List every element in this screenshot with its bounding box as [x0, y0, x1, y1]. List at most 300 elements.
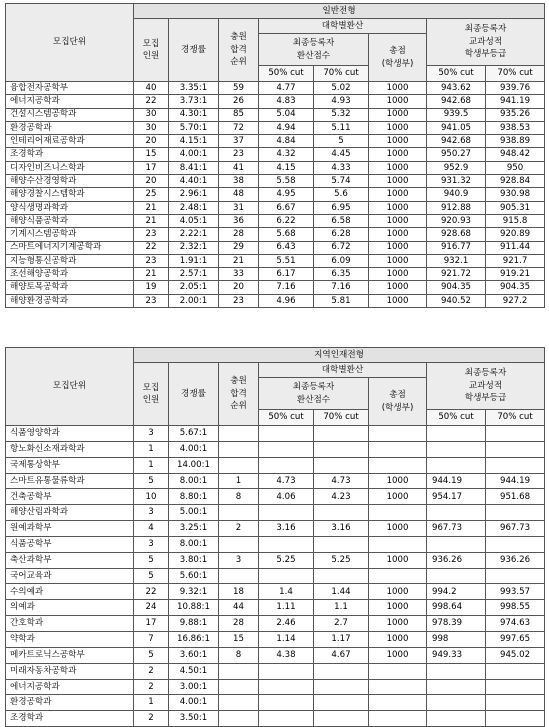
score70-cell: 5.32: [314, 108, 369, 121]
grade50-cell: 912.88: [427, 201, 486, 214]
grade50-cell: [427, 426, 486, 442]
quota-cell: 40: [134, 82, 169, 95]
quota-cell: 24: [134, 600, 169, 616]
dept-cell: 항노화신소재과학과: [6, 441, 134, 457]
table-row: [6, 95, 545, 108]
total-cell: 1000: [369, 241, 427, 254]
grade50-cell: 954.17: [427, 489, 486, 505]
grade50-cell: 994.2: [427, 584, 486, 600]
total-cell: 1000: [369, 175, 427, 188]
dept-cell: 국제통상학부: [6, 457, 134, 473]
score50-cell: [259, 426, 314, 442]
dept-cell: 에너지공학과: [6, 95, 134, 108]
quota-cell: 10: [134, 489, 169, 505]
score70-cell: 4.33: [314, 161, 369, 174]
score70-cell: 5.81: [314, 294, 369, 307]
cut70-header: 70% cut: [486, 410, 545, 426]
score70-cell: [314, 536, 369, 552]
ratio-cell: 4.00:1: [169, 148, 219, 161]
cut70-header: 70% cut: [486, 66, 545, 82]
score50-cell: 6.22: [259, 214, 314, 227]
quota-cell: 3: [134, 505, 169, 521]
grade50-cell: 943.62: [427, 82, 486, 95]
quota-cell: 3: [134, 536, 169, 552]
table-row: [6, 552, 545, 568]
dept-cell: 국어교육과: [6, 568, 134, 584]
ratio-cell: 3.73:1: [169, 95, 219, 108]
ratio-cell: 4.00:1: [169, 441, 219, 457]
score70-cell: [314, 426, 369, 442]
rank-cell: 33: [219, 268, 259, 281]
quota-cell: 17: [134, 616, 169, 632]
ratio-header: 경쟁률: [169, 19, 219, 82]
total-cell: 1000: [369, 201, 427, 214]
total-cell: 1000: [369, 214, 427, 227]
rank-cell: 31: [219, 201, 259, 214]
table-row: [6, 616, 545, 632]
dept-cell: 간호학과: [6, 616, 134, 632]
score70-cell: 5.11: [314, 121, 369, 134]
grade50-cell: [427, 568, 486, 584]
grade50-cell: 998: [427, 631, 486, 647]
grade50-cell: 916.77: [427, 241, 486, 254]
total-cell: 1000: [369, 552, 427, 568]
score70-cell: [314, 505, 369, 521]
score70-cell: 4.93: [314, 95, 369, 108]
grade50-cell: 940.9: [427, 188, 486, 201]
quota-cell: 4: [134, 521, 169, 537]
score70-cell: [314, 679, 369, 695]
table-row: [6, 281, 545, 294]
ratio-cell: 16.86:1: [169, 631, 219, 647]
ratio-cell: 2.32:1: [169, 241, 219, 254]
table-row: [6, 241, 545, 254]
total-cell: 1000: [369, 188, 427, 201]
grade70-cell: 974.63: [486, 616, 545, 632]
dept-cell: 식품영양학과: [6, 426, 134, 442]
table-row: [6, 663, 545, 679]
ratio-cell: 3.25:1: [169, 521, 219, 537]
grade70-cell: 915.8: [486, 214, 545, 227]
score70-cell: 1.44: [314, 584, 369, 600]
grade70-cell: 927.2: [486, 294, 545, 307]
final-reg-score-header: 최종등록자 환산점수: [259, 378, 369, 410]
ratio-header: 경쟁률: [169, 363, 219, 426]
score50-cell: 4.84: [259, 135, 314, 148]
grade70-cell: 930.98: [486, 188, 545, 201]
dept-cell: 양식생명과학과: [6, 201, 134, 214]
ratio-cell: 3.60:1: [169, 647, 219, 663]
score70-cell: [314, 711, 369, 727]
quota-cell: 5: [134, 568, 169, 584]
score70-cell: 6.95: [314, 201, 369, 214]
quota-cell: 1: [134, 457, 169, 473]
grade50-cell: 940.52: [427, 294, 486, 307]
grade70-cell: [486, 679, 545, 695]
table-row: [6, 695, 545, 711]
grade70-cell: 939.76: [486, 82, 545, 95]
table-row: [6, 600, 545, 616]
score50-cell: 1.11: [259, 600, 314, 616]
dept-cell: 조선해양공학과: [6, 268, 134, 281]
quota-cell: 23: [134, 228, 169, 241]
cut50-header: 50% cut: [259, 410, 314, 426]
quota-cell: 21: [134, 268, 169, 281]
grade70-cell: 950: [486, 161, 545, 174]
score50-cell: [259, 457, 314, 473]
score70-cell: 4.67: [314, 647, 369, 663]
total-cell: 1000: [369, 121, 427, 134]
quota-cell: 22: [134, 241, 169, 254]
grade70-cell: 904.35: [486, 281, 545, 294]
score50-cell: 4.38: [259, 647, 314, 663]
dept-cell: 디자인비즈니스학과: [6, 161, 134, 174]
ratio-cell: 9.32:1: [169, 584, 219, 600]
grade50-cell: [427, 536, 486, 552]
grade70-cell: 951.68: [486, 489, 545, 505]
quota-cell: 21: [134, 214, 169, 227]
rank-cell: [219, 663, 259, 679]
rank-header: 충원 합격 순위: [219, 19, 259, 82]
score70-cell: 4.73: [314, 473, 369, 489]
total-cell: 1000: [369, 148, 427, 161]
score70-cell: 5.02: [314, 82, 369, 95]
dept-cell: 식품공학부: [6, 536, 134, 552]
grade50-cell: 931.32: [427, 175, 486, 188]
rank-cell: 85: [219, 108, 259, 121]
grade50-cell: 942.68: [427, 95, 486, 108]
quota-cell: 2: [134, 679, 169, 695]
score70-cell: 3.16: [314, 521, 369, 537]
table-row: [6, 489, 545, 505]
group-title: 일반전형: [134, 4, 545, 19]
table-row: [6, 121, 545, 134]
group-title: 지역인재전형: [134, 348, 545, 363]
rank-cell: [219, 505, 259, 521]
total-cell: 1000: [369, 95, 427, 108]
dept-cell: 약학과: [6, 631, 134, 647]
quota-cell: 22: [134, 95, 169, 108]
ratio-cell: 5.00:1: [169, 505, 219, 521]
grade50-cell: [427, 663, 486, 679]
grade70-cell: 997.65: [486, 631, 545, 647]
dept-cell: 인테리어재료공학과: [6, 135, 134, 148]
score50-cell: 2.46: [259, 616, 314, 632]
score70-cell: 6.58: [314, 214, 369, 227]
table-row: [6, 201, 545, 214]
total-cell: 1000: [369, 294, 427, 307]
table-row: [6, 505, 545, 521]
grade70-cell: 938.53: [486, 121, 545, 134]
final-grade-header: 최종등록자 교과성적 학생부등급: [427, 363, 545, 410]
table-row: [6, 228, 545, 241]
score50-cell: 4.96: [259, 294, 314, 307]
total-cell: 1000: [369, 268, 427, 281]
total-cell: 1000: [369, 584, 427, 600]
table-row: [6, 82, 545, 95]
dept-cell: 해양수산경영학과: [6, 175, 134, 188]
dept-cell: 메카트로닉스공학부: [6, 647, 134, 663]
rank-cell: 28: [219, 228, 259, 241]
score70-cell: [314, 457, 369, 473]
dept-cell: 미래자동차공학과: [6, 663, 134, 679]
total-cell: [369, 663, 427, 679]
score70-cell: 6.72: [314, 241, 369, 254]
grade50-cell: 921.72: [427, 268, 486, 281]
rank-header: 충원 합격 순위: [219, 363, 259, 426]
total-cell: [369, 457, 427, 473]
dept-cell: 환경공학과: [6, 121, 134, 134]
table-row: [6, 161, 545, 174]
grade50-cell: [427, 441, 486, 457]
quota-cell: 2: [134, 663, 169, 679]
table-row: [6, 294, 545, 307]
grade70-cell: 944.19: [486, 473, 545, 489]
quota-cell: 30: [134, 108, 169, 121]
total-cell: 1000: [369, 521, 427, 537]
table-row: [6, 584, 545, 600]
score50-cell: 6.67: [259, 201, 314, 214]
grade50-cell: 950.27: [427, 148, 486, 161]
grade50-cell: 942.68: [427, 135, 486, 148]
score50-cell: 4.94: [259, 121, 314, 134]
rank-cell: 37: [219, 135, 259, 148]
quota-cell: 1: [134, 695, 169, 711]
score70-cell: [314, 441, 369, 457]
ratio-cell: 4.30:1: [169, 108, 219, 121]
grade50-cell: [427, 505, 486, 521]
grade70-cell: 919.21: [486, 268, 545, 281]
grade50-cell: 936.26: [427, 552, 486, 568]
rank-cell: 28: [219, 616, 259, 632]
score50-cell: 5.58: [259, 175, 314, 188]
score50-cell: [259, 568, 314, 584]
grade50-cell: [427, 695, 486, 711]
score70-cell: 2.7: [314, 616, 369, 632]
dept-cell: 환경공학과: [6, 695, 134, 711]
dept-cell: 스마트에너지기계공학과: [6, 241, 134, 254]
cut50-header: 50% cut: [427, 410, 486, 426]
ratio-cell: 4.00:1: [169, 695, 219, 711]
rank-cell: 21: [219, 254, 259, 267]
grade50-cell: 949.33: [427, 647, 486, 663]
quota-cell: 21: [134, 201, 169, 214]
score50-cell: 4.06: [259, 489, 314, 505]
quota-cell: 7: [134, 631, 169, 647]
total-cell: [369, 536, 427, 552]
dept-cell: 해양경찰시스템학과: [6, 188, 134, 201]
grade70-cell: 920.89: [486, 228, 545, 241]
dept-header: 모집단위: [6, 4, 134, 82]
cut70-header: 70% cut: [314, 410, 369, 426]
ratio-cell: 8.41:1: [169, 161, 219, 174]
score50-cell: 4.73: [259, 473, 314, 489]
ratio-cell: 8.80:1: [169, 489, 219, 505]
dept-cell: 융합전자공학부: [6, 82, 134, 95]
total-cell: 1000: [369, 616, 427, 632]
table-row: [6, 711, 545, 727]
dept-header: 모집단위: [6, 348, 134, 426]
dept-cell: 해양환경공학과: [6, 294, 134, 307]
grade50-cell: 932.1: [427, 254, 486, 267]
total-cell: [369, 695, 427, 711]
general-admission-rows: [6, 82, 545, 308]
rank-cell: 8: [219, 647, 259, 663]
final-reg-score-header: 최종등록자 환산점수: [259, 34, 369, 66]
total-cell: 1000: [369, 82, 427, 95]
quota-cell: 23: [134, 294, 169, 307]
grade70-cell: 921.7: [486, 254, 545, 267]
dept-cell: 축산과학부: [6, 552, 134, 568]
table-row: [6, 568, 545, 584]
total-header: 총점 (학생부): [369, 34, 427, 82]
rank-cell: 3: [219, 552, 259, 568]
univ-conversion-header: 대학별환산: [259, 19, 427, 34]
quota-cell: 22: [134, 584, 169, 600]
total-cell: [369, 505, 427, 521]
score50-cell: [259, 679, 314, 695]
grade70-cell: 998.55: [486, 600, 545, 616]
score50-cell: 6.17: [259, 268, 314, 281]
table-row: [6, 426, 545, 442]
grade70-cell: [486, 663, 545, 679]
dept-cell: 해양산림과학과: [6, 505, 134, 521]
grade70-cell: [486, 695, 545, 711]
total-cell: 1000: [369, 631, 427, 647]
table-row: [6, 647, 545, 663]
dept-cell: 기계시스템공학과: [6, 228, 134, 241]
ratio-cell: 4.40:1: [169, 175, 219, 188]
ratio-cell: 3.35:1: [169, 82, 219, 95]
quota-cell: 3: [134, 426, 169, 442]
score70-cell: 1.1: [314, 600, 369, 616]
rank-cell: 59: [219, 82, 259, 95]
grade70-cell: 928.84: [486, 175, 545, 188]
quota-cell: 17: [134, 161, 169, 174]
ratio-cell: 2.00:1: [169, 294, 219, 307]
score70-cell: 5.6: [314, 188, 369, 201]
grade50-cell: [427, 711, 486, 727]
table-row: [6, 441, 545, 457]
general-admission-table: [5, 3, 545, 308]
table-row: [6, 175, 545, 188]
grade50-cell: [427, 457, 486, 473]
rank-cell: 15: [219, 631, 259, 647]
univ-conversion-header: 대학별환산: [259, 363, 427, 378]
ratio-cell: 5.60:1: [169, 568, 219, 584]
grade70-cell: [486, 568, 545, 584]
rank-cell: [219, 457, 259, 473]
rank-cell: [219, 441, 259, 457]
score50-cell: 3.16: [259, 521, 314, 537]
total-cell: 1000: [369, 489, 427, 505]
score50-cell: 6.43: [259, 241, 314, 254]
rank-cell: 36: [219, 214, 259, 227]
rank-cell: [219, 536, 259, 552]
total-cell: 1000: [369, 600, 427, 616]
rank-cell: [219, 568, 259, 584]
score70-cell: [314, 568, 369, 584]
quota-cell: 5: [134, 473, 169, 489]
grade70-cell: 905.31: [486, 201, 545, 214]
rank-cell: 18: [219, 584, 259, 600]
grade50-cell: 920.93: [427, 214, 486, 227]
rank-cell: [219, 679, 259, 695]
grade70-cell: 936.26: [486, 552, 545, 568]
ratio-cell: 2.96:1: [169, 188, 219, 201]
ratio-cell: 2.57:1: [169, 268, 219, 281]
dept-cell: 원예과학부: [6, 521, 134, 537]
rank-cell: 20: [219, 281, 259, 294]
grade50-cell: 944.19: [427, 473, 486, 489]
grade70-cell: [486, 505, 545, 521]
score50-cell: [259, 695, 314, 711]
dept-cell: 의예과: [6, 600, 134, 616]
score50-cell: [259, 505, 314, 521]
dept-cell: 스마트유통물류학과: [6, 473, 134, 489]
rank-cell: 23: [219, 148, 259, 161]
grade70-cell: [486, 426, 545, 442]
rank-cell: 48: [219, 188, 259, 201]
table-row: [6, 521, 545, 537]
ratio-cell: 5.67:1: [169, 426, 219, 442]
ratio-cell: 10.88:1: [169, 600, 219, 616]
quota-cell: 2: [134, 711, 169, 727]
grade70-cell: [486, 536, 545, 552]
table-row: [6, 473, 545, 489]
rank-cell: 72: [219, 121, 259, 134]
score70-cell: 6.09: [314, 254, 369, 267]
ratio-cell: 4.15:1: [169, 135, 219, 148]
score70-cell: 5: [314, 135, 369, 148]
dept-cell: 지능형통신공학과: [6, 254, 134, 267]
score50-cell: 7.16: [259, 281, 314, 294]
grade70-cell: 945.02: [486, 647, 545, 663]
table-row: [6, 188, 545, 201]
dept-cell: 조경학과: [6, 711, 134, 727]
total-cell: [369, 679, 427, 695]
rank-cell: [219, 711, 259, 727]
score50-cell: 5.68: [259, 228, 314, 241]
ratio-cell: 4.05:1: [169, 214, 219, 227]
table-row: [6, 135, 545, 148]
score50-cell: [259, 663, 314, 679]
score50-cell: 1.4: [259, 584, 314, 600]
score50-cell: 4.83: [259, 95, 314, 108]
total-cell: 1000: [369, 161, 427, 174]
total-cell: 1000: [369, 228, 427, 241]
total-cell: 1000: [369, 473, 427, 489]
table-row: [6, 457, 545, 473]
regional-talent-rows: [6, 426, 545, 727]
ratio-cell: 8.00:1: [169, 473, 219, 489]
total-cell: 1000: [369, 281, 427, 294]
grade50-cell: 904.35: [427, 281, 486, 294]
ratio-cell: 2.48:1: [169, 201, 219, 214]
quota-cell: 5: [134, 552, 169, 568]
total-cell: [369, 711, 427, 727]
ratio-cell: 3.80:1: [169, 552, 219, 568]
score50-cell: 4.95: [259, 188, 314, 201]
score50-cell: [259, 441, 314, 457]
quota-cell: 1: [134, 441, 169, 457]
grade50-cell: 941.05: [427, 121, 486, 134]
score70-cell: 6.28: [314, 228, 369, 241]
quota-cell: 15: [134, 148, 169, 161]
score70-cell: 5.74: [314, 175, 369, 188]
ratio-cell: 3.50:1: [169, 711, 219, 727]
rank-cell: [219, 426, 259, 442]
